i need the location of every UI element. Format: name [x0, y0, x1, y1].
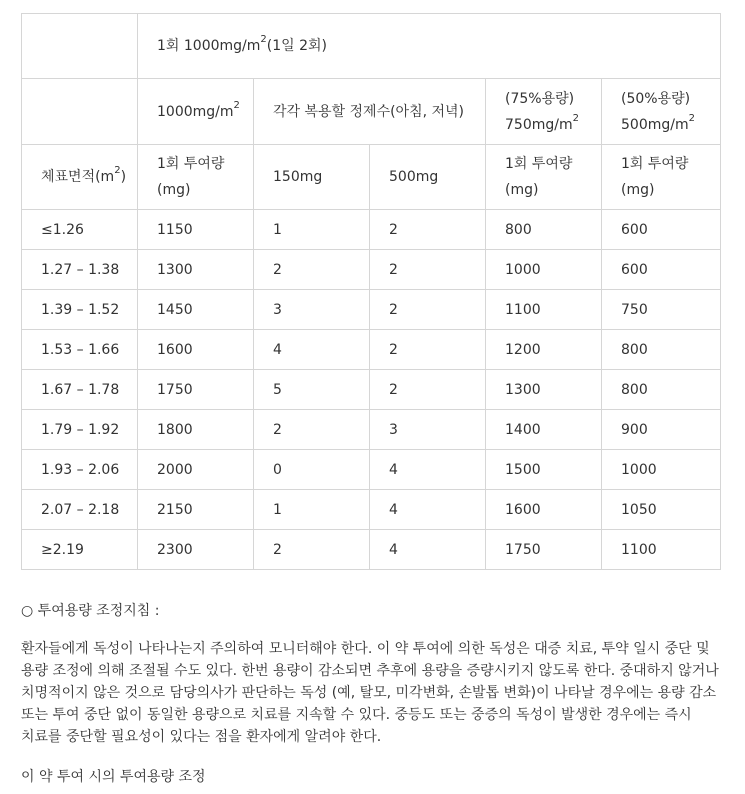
empty-header-cell	[22, 79, 138, 145]
dose-cell: 1450	[138, 290, 254, 330]
dose75-cell: 800	[486, 210, 602, 250]
bsa-cell: ≥2.19	[22, 530, 138, 570]
bsa-cell: 1.79 – 1.92	[22, 410, 138, 450]
dose50-cell: 1100	[602, 530, 721, 570]
dose75-cell: 1600	[486, 490, 602, 530]
dose-adjustment-text: 환자들에게 독성이 나타나는지 주의하여 모니터해야 한다. 이 약 투여에 의한 독성은 대증 치료, 투약 일시 중단 및 용량 조정에 의해 조절될 수도 있다. 한번 용량이 감소되면 추후에 용량을 증량시키지 않도록 한다. 중대하지 않거나 치명적이지 않은 것으로 담당의사가 판단하는 독성 (예, 탈모, 미각변화, 손발톱 변화)이 나타날 경우에는 용량 감소 또는 투여 중단 없이 동일한 용량으로 치료를 지속할 수 있다. 중등도 또는 중증의 독성이 발생한 경우에는 즉시 치료를 중단할 필요성이 있다는 점을 환자에게 알려야 한다.	[21, 641, 719, 745]
tab500-cell: 2	[370, 330, 486, 370]
table-row	[22, 530, 721, 570]
tab150-cell: 3	[254, 290, 370, 330]
regimen-header: 1회 $1000mg/m^2(1$일 2회)	[138, 14, 721, 79]
single-dose-75-header: 1회 투여량 (mg)	[486, 145, 602, 210]
table-row	[22, 290, 721, 330]
tab500-cell: 2	[370, 290, 486, 330]
header-row-columns	[22, 145, 721, 210]
dose50-cell: 750	[602, 290, 721, 330]
bsa-cell: 1.27 – 1.38	[22, 250, 138, 290]
bsa-cell: 1.53 – 1.66	[22, 330, 138, 370]
table-row	[22, 330, 721, 370]
tab500-cell: 4	[370, 490, 486, 530]
dose-table	[21, 13, 721, 570]
tab500-cell: 4	[370, 450, 486, 490]
bsa-cell: ≤1.26	[22, 210, 138, 250]
dose-75-header: (75%용량) $750mg/m^2$	[486, 79, 602, 145]
dose50-cell: 600	[602, 250, 721, 290]
header-row-doses	[22, 79, 721, 145]
tab500-cell: 2	[370, 210, 486, 250]
dose-50-header: (50%용량) $500mg/m^2$	[602, 79, 721, 145]
tablets-header: 각각 복용할 정제수(아침, 저녁)	[254, 79, 486, 145]
dose-cell: 1300	[138, 250, 254, 290]
dose75-cell: 1500	[486, 450, 602, 490]
dose75-cell: 1200	[486, 330, 602, 370]
dose-cell: 1750	[138, 370, 254, 410]
dose-cell: 2150	[138, 490, 254, 530]
single-dose-header: 1회 투여량 (mg)	[138, 145, 254, 210]
dose-adjustment-footer: 이 약 투여 시의 투여용량 조정	[21, 769, 206, 785]
bsa-cell: 1.67 – 1.78	[22, 370, 138, 410]
single-dose-50-header: 1회 투여량 (mg)	[602, 145, 721, 210]
dose50-cell: 600	[602, 210, 721, 250]
dose-cell: 1600	[138, 330, 254, 370]
tab150-cell: 2	[254, 530, 370, 570]
dose50-cell: 1000	[602, 450, 721, 490]
table-row	[22, 250, 721, 290]
table-row	[22, 210, 721, 250]
tab150-cell: 5	[254, 370, 370, 410]
tablet-500-header: 500mg	[370, 145, 486, 210]
bsa-cell: 1.39 – 1.52	[22, 290, 138, 330]
dose75-cell: 1300	[486, 370, 602, 410]
dose-cell: 1800	[138, 410, 254, 450]
bsa-header: 체표면적$(m^2)$	[22, 145, 138, 210]
tab150-cell: 0	[254, 450, 370, 490]
bsa-cell: 1.93 – 2.06	[22, 450, 138, 490]
table-row	[22, 410, 721, 450]
tab500-cell: 2	[370, 370, 486, 410]
tab500-cell: 2	[370, 250, 486, 290]
table-row	[22, 370, 721, 410]
dose-cell: 2300	[138, 530, 254, 570]
dose75-cell: 1100	[486, 290, 602, 330]
dose50-cell: 800	[602, 330, 721, 370]
dose50-cell: 900	[602, 410, 721, 450]
bsa-cell: 2.07 – 2.18	[22, 490, 138, 530]
dose75-cell: 1400	[486, 410, 602, 450]
tab150-cell: 2	[254, 410, 370, 450]
tab500-cell: 3	[370, 410, 486, 450]
dose75-cell: 1750	[486, 530, 602, 570]
table-row	[22, 450, 721, 490]
dose-1000-header: $1000mg/m^2$	[138, 79, 254, 145]
header-row-regimen	[22, 14, 721, 79]
tablet-150-header: 150mg	[254, 145, 370, 210]
tab500-cell: 4	[370, 530, 486, 570]
tab150-cell: 2	[254, 250, 370, 290]
empty-corner-cell	[22, 14, 138, 79]
table-row	[22, 490, 721, 530]
dose50-cell: 1050	[602, 490, 721, 530]
dose75-cell: 1000	[486, 250, 602, 290]
dose-cell: 2000	[138, 450, 254, 490]
dose-cell: 1150	[138, 210, 254, 250]
dose-adjustment-title: ○ 투여용량 조정지침 :	[21, 603, 160, 619]
tab150-cell: 4	[254, 330, 370, 370]
tab150-cell: 1	[254, 210, 370, 250]
dose50-cell: 800	[602, 370, 721, 410]
tab150-cell: 1	[254, 490, 370, 530]
